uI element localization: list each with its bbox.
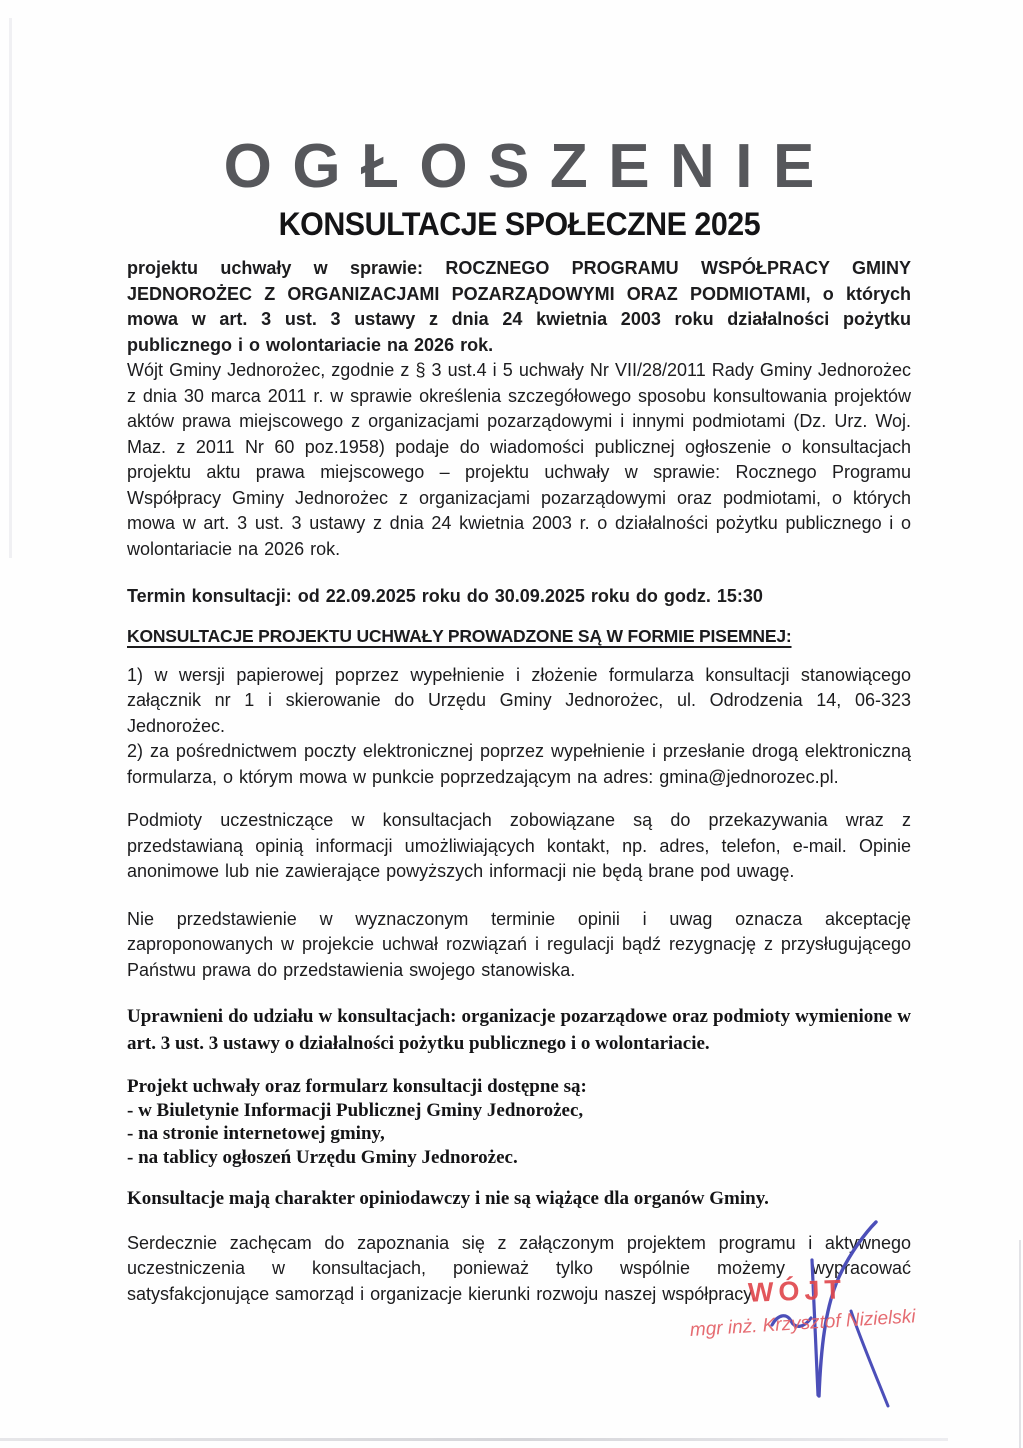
advisory-note: Konsultacje mają charakter opiniodawczy i nie są wiążące dla organów Gminy. [127, 1188, 769, 1209]
mayor-stamp-name: mgr inż. Krzysztof Nizielski [689, 1306, 917, 1341]
submission-method-paper: 1) w wersji papierowej poprzez wypełnienie i złożenie formularza konsultacji stanowiącego załącznik nr 1 i skierowanie do Urzędu Gminy Jednorożec, ul. Odrodzenia 14, 06-323 Jednorożec. [127, 664, 911, 736]
no-response-paragraph: Nie przedstawienie w wyznaczonym terminie opinii i uwag oznacza akceptację zaproponowanych w projekcie uchwał rozwiązań i regulacji bądź rezygnację z przysługującego Państwu prawa do przedstawienia swojego stanowiska. [127, 908, 911, 980]
consultation-deadline: Termin konsultacji: od 22.09.2025 roku do 30.09.2025 roku do godz. 15:30 [127, 586, 763, 606]
written-form-heading: KONSULTACJE PROJEKTU UCHWAŁY PROWADZONE SĄ W FORMIE PISEMNEJ: [127, 625, 792, 646]
availability-section [127, 1075, 911, 1169]
availability-item-noticeboard: - na tablicy ogłoszeń Urzędu Gminy Jednorożec. [127, 1146, 518, 1168]
document-subtitle [127, 206, 911, 242]
submission-methods [127, 663, 911, 791]
intro-paragraph: projektu uchwały w sprawie: ROCZNEGO PROGRAMU WSPÓŁPRACY GMINY JEDNOROŻEC Z ORGANIZACJAMI POZARZĄDOWYMI ORAZ PODMIOTAMI, o których mowa w art. 3 ust. 3 ustawy z dnia 24 kwietnia 2003 roku działalności pożytku publicznego i o wolontariacie na 2026 rok. [127, 258, 911, 355]
legal-basis-paragraph: Wójt Gminy Jednorożec, zgodnie z § 3 ust.4 i 5 uchwały Nr VII/28/2011 Rady Gminy Jednorożec z dnia 30 marca 2011 r. w sprawie określenia szczegółowego sposobu konsultowania projektów aktów prawa miejscowego z organizacjami pozarządowymi i innymi podmiotami (Dz. Urz. Woj. Maz. z 2011 Nr 60 poz.1958) podaje do wiadomości publicznej ogłoszenie o konsultacjach projektu aktu prawa miejscowego – projektu uchwały w sprawie: Rocznego Programu Współpracy Gminy Jednorożec z organizacjami pozarządowymi oraz podmiotami, o których mowa w art. 3 ust. 3 ustawy z dnia 24 kwietnia 2003 r. o działalności pożytku publicznego i o wolontariacie na 2026 rok. [127, 360, 911, 559]
scan-artifact-left-edge [9, 18, 12, 558]
document-subtitle-text: KONSULTACJE SPOŁECZNE 2025 [278, 206, 760, 242]
submission-method-email: 2) za pośrednictwem poczty elektronicznej poprzez wypełnienie i przesłanie drogą elektroniczną formularza, o którym mowa w punkcie poprzedzającym na adres: gmina@jednorozec.pl. [127, 741, 911, 787]
scan-artifact-bottom-line [0, 1438, 948, 1441]
closing-paragraph: Serdecznie zachęcam do zapoznania się z załączonym projektem programu i aktywnego uczestniczenia w konsultacjach, ponieważ tylko wspólnie możemy wypracować satysfakcjonujące samorząd i organizacje kierunki rozwoju naszej współpracy. [127, 1232, 911, 1304]
availability-item-website: - na stronie internetowej gminy, [127, 1123, 385, 1144]
signature-area [680, 1212, 930, 1448]
mayor-stamp-title: WÓJT [747, 1274, 847, 1308]
availability-item-bip: - w Biuletynie Informacji Publicznej Gminy Jednorożec, [127, 1099, 584, 1121]
scan-artifact-right-edge [1019, 1240, 1021, 1448]
availability-heading: Projekt uchwały oraz formularz konsultacji dostępne są: [127, 1076, 587, 1097]
document-title: OGŁOSZENIE [223, 132, 835, 201]
contact-requirement-paragraph: Podmioty uczestniczące w konsultacjach zobowiązane są do przekazywania wraz z przedstawianą opinią informacji umożliwiających kontakt, np. adres, telefon, e-mail. Opinie anonimowe lub nie zawierające powyższych informacji nie będą brane pod uwagę. [127, 810, 911, 881]
eligible-participants-paragraph: Uprawnieni do udziału w konsultacjach: organizacje pozarządowe oraz podmioty wymienione w art. 3 ust. 3 ustawy o działalności pożytku publicznego i o wolontariacie. [127, 1006, 911, 1054]
